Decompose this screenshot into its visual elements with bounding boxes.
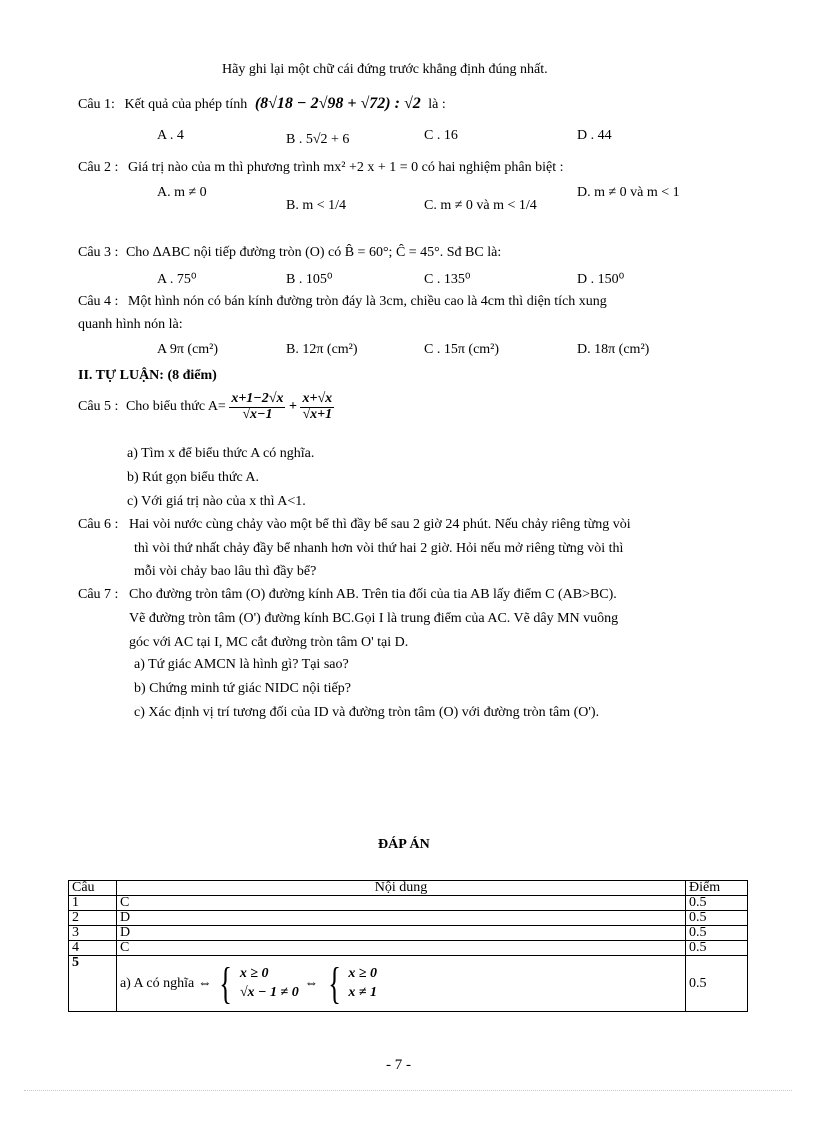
q3-text: Cho ∆ABC nội tiếp đường tròn (O) có B̂ = 60°; Ĉ = 45°. Sđ BC là: <box>125 245 502 260</box>
q2-option-a: A. m ≠ 0 <box>157 185 207 200</box>
q1-text: Kết quả của phép tính <box>124 97 248 112</box>
q2-stem <box>78 160 564 176</box>
table-row <box>69 941 748 956</box>
row-score: 0.5 <box>686 956 748 1012</box>
q3-option-a: A . 75⁰ <box>157 272 197 287</box>
q4-option-a: A 9π (cm²) <box>157 342 219 357</box>
part2-heading: II. TỰ LUẬN: (8 điểm) <box>78 368 217 383</box>
header-question: Câu <box>69 881 117 896</box>
q6-line-3: mỗi vòi chảy bao lâu thì đầy bể? <box>134 564 317 579</box>
q3-option-d: D . 150⁰ <box>577 272 625 287</box>
q3-option-c: C . 135⁰ <box>424 272 471 287</box>
q2-option-b: B. m < 1/4 <box>286 198 347 213</box>
q2-option-d: D. m ≠ 0 và m < 1 <box>577 185 680 200</box>
row-score: 0.5 <box>686 896 748 911</box>
left-brace-icon: { <box>219 958 233 1008</box>
page-number: - 7 - <box>386 1057 411 1073</box>
row-content: C <box>116 941 685 956</box>
q4-line2: quanh hình nón là: <box>78 317 183 332</box>
q7-label: Câu 7 : <box>78 587 119 602</box>
q1-option-d: D . 44 <box>577 128 612 143</box>
q1-option-a: A . 4 <box>157 128 184 143</box>
q2-label: Câu 2 : <box>78 160 119 175</box>
row-score: 0.5 <box>686 941 748 956</box>
q2-option-c: C. m ≠ 0 và m < 1/4 <box>424 198 537 213</box>
q1-tail: là : <box>428 97 446 112</box>
q7-line-1: Cho đường tròn tâm (O) đường kính AB. Trên tia đối của tia AB lấy điểm C (AB>BC). <box>129 587 617 602</box>
row-score: 0.5 <box>686 911 748 926</box>
q1-expression: (8√18 − 2√98 + √72) : √2 <box>254 95 421 112</box>
q5-item-c: c) Với giá trị nào của x thì A<1. <box>127 494 306 509</box>
q7-item-c: c) Xác định vị trí tương đối của ID và đường tròn tâm (O) với đường tròn tâm (O'). <box>134 705 600 720</box>
table-row <box>69 911 748 926</box>
row-content: D <box>116 911 685 926</box>
q1-label: Câu 1: <box>78 97 115 112</box>
q2-text: Giá trị nào của m thì phương trình mx² +2 x + 1 = 0 có hai nghiệm phân biệt : <box>127 160 564 175</box>
row5-system-1: x ≥ 0 √x − 1 ≠ 0 <box>239 965 299 1000</box>
q5-item-a: a) Tìm x để biểu thức A có nghĩa. <box>127 446 315 461</box>
header-score: Điểm <box>686 881 748 896</box>
q4-option-b: B. 12π (cm²) <box>286 342 358 357</box>
header-content: Nội dung <box>116 881 685 896</box>
q3-stem <box>78 245 501 261</box>
row-question: 3 <box>69 926 117 941</box>
answer-title: ĐÁP ÁN <box>378 837 430 852</box>
q1-option-b: B . 5√2 + 6 <box>286 132 350 147</box>
row-score: 0.5 <box>686 926 748 941</box>
row5-system-2: x ≥ 0 x ≠ 1 <box>348 965 378 1000</box>
q4-option-d: D. 18π (cm²) <box>577 342 650 357</box>
q4-label: Câu 4 : <box>78 294 119 309</box>
page-bottom-divider <box>24 1090 792 1091</box>
q4-option-c: C . 15π (cm²) <box>424 342 500 357</box>
q3-label: Câu 3 : <box>78 245 119 260</box>
table-row <box>69 926 748 941</box>
row5-arrow: ⇔ <box>304 975 319 991</box>
q5-item-b: b) Rút gọn biểu thức A. <box>127 470 260 485</box>
q1-option-c: C . 16 <box>424 128 458 143</box>
q7-line-2: Vẽ đường tròn tâm (O') đường kính BC.Gọi I là trung điểm của AC. Vẽ dây MN vuông <box>129 611 619 626</box>
q6-label: Câu 6 : <box>78 517 119 532</box>
q7-line-3: góc với AC tại I, MC cắt đường tròn tâm O' tại D. <box>129 635 409 650</box>
answer-table <box>68 880 748 1012</box>
q4-line1: Một hình nón có bán kính đường tròn đáy là 3cm, chiều cao là 4cm thì diện tích xung <box>127 294 607 309</box>
instruction: Hãy ghi lại một chữ cái đứng trước khẳng định đúng nhất. <box>222 62 548 77</box>
q1-stem <box>78 95 446 113</box>
row-question: 1 <box>69 896 117 911</box>
row-content: D <box>116 926 685 941</box>
q7-item-a: a) Tứ giác AMCN là hình gì? Tại sao? <box>134 657 349 672</box>
q6-line-2: thì vòi thứ nhất chảy đầy bể nhanh hơn vòi thứ hai 2 giờ. Hỏi nếu mở riêng từng vòi thì <box>134 541 624 556</box>
row-question: 5 <box>69 956 117 1012</box>
q6-line-1: Hai vòi nước cùng chảy vào một bể thì đầy bể sau 2 giờ 24 phút. Nếu chảy riêng từng vòi <box>129 517 631 532</box>
q5-stem: Câu 5 : Cho biểu thức A= $\frac{x+1-2√x}{√x-1}$ + $\frac{x+√x}{√x+1}$ <box>78 391 333 422</box>
q3-option-b: B . 105⁰ <box>286 272 333 287</box>
row-question: 4 <box>69 941 117 956</box>
q5-text: Cho biểu thức A= <box>125 399 226 415</box>
table-row <box>69 956 748 1012</box>
q5-label: Câu 5 : <box>78 399 119 415</box>
q5-fraction-1: $\frac{x+1-2√x}{√x-1}$ <box>231 391 284 422</box>
table-row <box>69 896 748 911</box>
row-question: 2 <box>69 911 117 926</box>
q4-stem <box>78 294 607 310</box>
left-brace-icon: { <box>327 958 341 1008</box>
row-content <box>116 956 685 1012</box>
answer-table-header <box>69 881 748 896</box>
row-content: C <box>116 896 685 911</box>
row5-lead: a) A có nghĩa ⇔ <box>119 975 212 991</box>
q7-item-b: b) Chứng minh tứ giác NIDC nội tiếp? <box>134 681 351 696</box>
q5-fraction-2: $\frac{x+√x}{√x+1}$ <box>302 391 333 422</box>
